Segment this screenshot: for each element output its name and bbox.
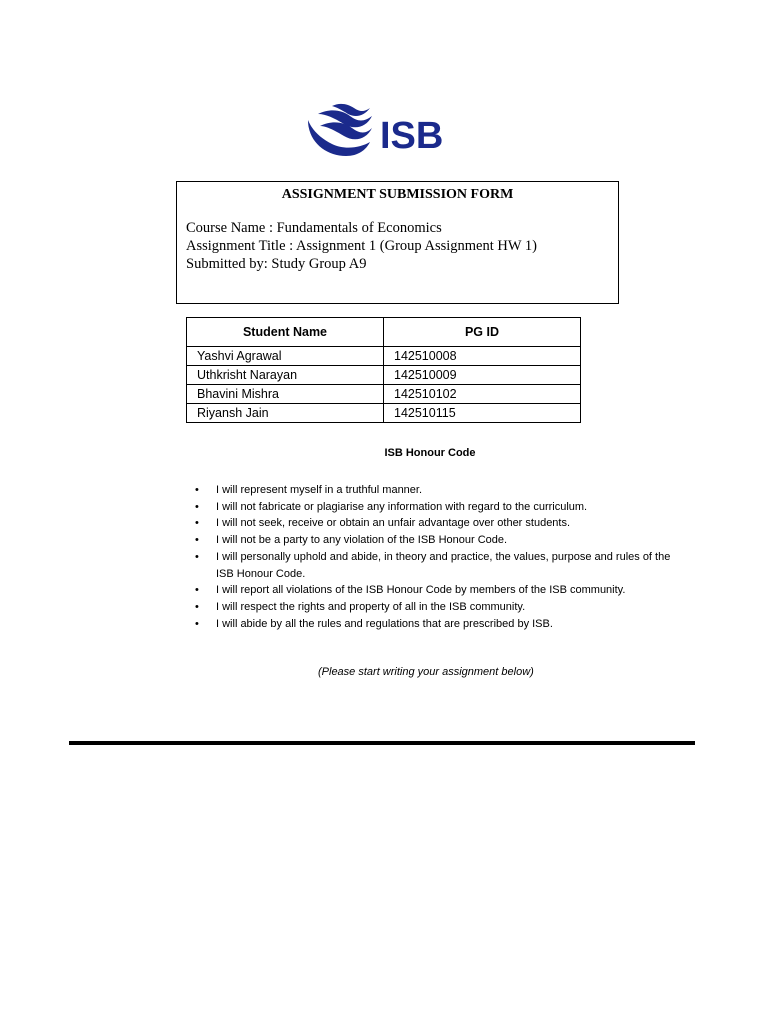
list-item: • I will not be a party to any violation of the ISB Honour Code. [195, 532, 685, 549]
honour-code-title: ISB Honour Code [384, 447, 476, 459]
table-row [187, 404, 581, 423]
header-student-name: Student Name [187, 318, 384, 347]
form-title: ASSIGNMENT SUBMISSION FORM [281, 187, 514, 202]
isb-logo-text: ISB [380, 115, 444, 157]
list-item: • I will not fabricate or plagiarise any information with regard to the curriculum. [195, 499, 685, 516]
honour-code-list [195, 482, 685, 632]
submitted-by: Submitted by: Study Group A9 [186, 256, 367, 272]
list-item: • I will not seek, receive or obtain an unfair advantage over other students. [195, 515, 685, 532]
list-item: • I will abide by all the rules and regulations that are prescribed by ISB. [195, 616, 685, 633]
pg-id-cell: 142510115 [384, 404, 581, 423]
student-name-cell: Riyansh Jain [187, 404, 384, 423]
isb-wave-emblem-icon [308, 104, 372, 156]
pg-id-cell: 142510009 [384, 366, 581, 385]
list-item: • I will personally uphold and abide, in theory and practice, the values, purpose and rules of the ISB Honour Code. [195, 549, 685, 582]
student-name-cell: Uthkrisht Narayan [187, 366, 384, 385]
header-pg-id: PG ID [384, 318, 581, 347]
list-item: • I will represent myself in a truthful manner. [195, 482, 685, 499]
assignment-submission-form [176, 181, 619, 304]
student-name-cell: Bhavini Mishra [187, 385, 384, 404]
list-item: • I will report all violations of the ISB Honour Code by members of the ISB community. [195, 582, 685, 599]
assignment-title: Assignment Title : Assignment 1 (Group Assignment HW 1) [186, 238, 537, 254]
list-item: • I will respect the rights and property of all in the ISB community. [195, 599, 685, 616]
pg-id-cell: 142510008 [384, 347, 581, 366]
horizontal-divider [69, 741, 695, 745]
students-table [186, 317, 581, 423]
pg-id-cell: 142510102 [384, 385, 581, 404]
table-row [187, 347, 581, 366]
start-writing-note: (Please start writing your assignment below) [318, 666, 534, 678]
student-name-cell: Yashvi Agrawal [187, 347, 384, 366]
course-name: Course Name : Fundamentals of Economics [186, 220, 442, 236]
isb-logo [304, 102, 454, 160]
table-header-row [187, 318, 581, 347]
table-row [187, 366, 581, 385]
table-row [187, 385, 581, 404]
